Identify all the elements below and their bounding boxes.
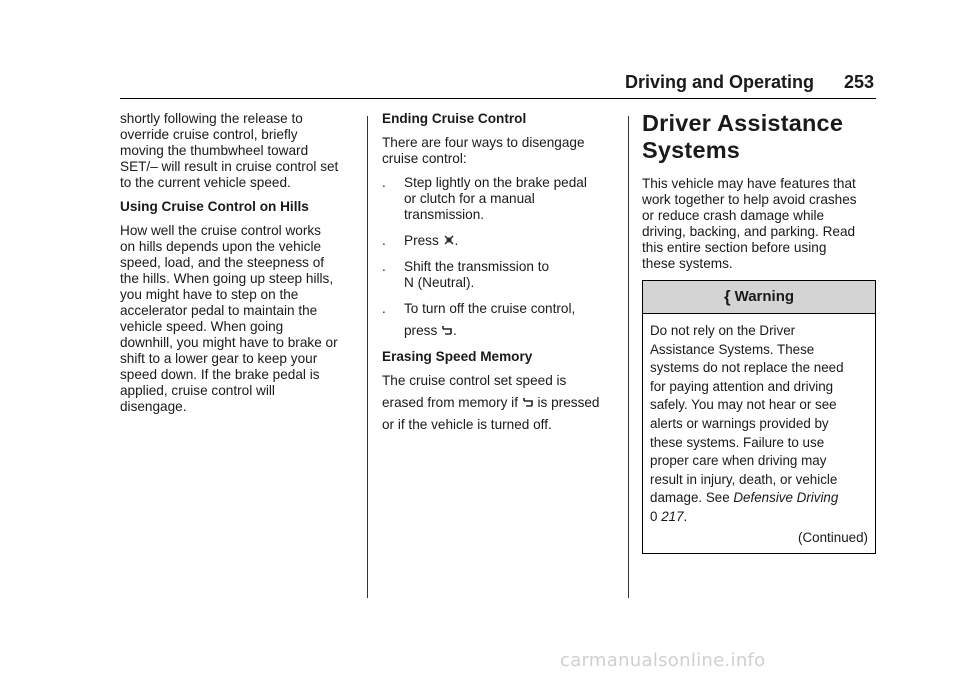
subheading: Using Cruise Control on Hills bbox=[120, 199, 309, 214]
cruise-on-off-icon bbox=[522, 395, 534, 409]
column-3 bbox=[642, 110, 876, 554]
column-1 bbox=[120, 111, 356, 423]
cruise-cancel-icon bbox=[443, 233, 455, 247]
continued-note: (Continued) bbox=[798, 529, 868, 545]
page-number: 253 bbox=[843, 72, 874, 92]
warning-header bbox=[643, 281, 875, 314]
cruise-on-off-icon bbox=[441, 323, 453, 337]
list-item: . Step lightly on the brake pedal or clutch for a manual transmission. bbox=[382, 175, 587, 222]
page-header bbox=[120, 72, 876, 96]
paragraph: shortly following the release to override cruise control, briefly moving the thumbwheel toward SET/– will result in cruise control set to the current vehicle speed. bbox=[120, 111, 339, 190]
warning-title: Warning bbox=[734, 288, 795, 305]
warning-body: Do not rely on the Driver Assistance Systems. These systems do not replace the need for paying attention and driving safely. You may not hear or see alerts or warnings provided by these systems. Failure to use proper care when driving may result in injury, death, or vehicle damage. See Defensive Driving 0 217. (Continued) bbox=[643, 314, 875, 553]
watermark: carmanualsonline.info bbox=[560, 650, 766, 671]
cross-reference-link[interactable]: Defensive Driving bbox=[733, 490, 839, 506]
paragraph: How well the cruise control works on hills depends upon the vehicle speed, load, and the steepness of the hills. When going up steep hills, you might have to step on the accelerator pedal to maintain the vehicle speed. When going downhill, you might have to brake or shift to a lower gear to keep your speed down. If the brake pedal is applied, cruise control will disengage. bbox=[120, 223, 338, 414]
subheading: Erasing Speed Memory bbox=[382, 349, 533, 364]
paragraph: The cruise control set speed is erased from memory if is pressed or if the vehicle is turned off. bbox=[382, 373, 600, 432]
list-item: . Press . bbox=[382, 233, 459, 248]
warning-icon: { bbox=[723, 287, 731, 306]
column-2 bbox=[382, 111, 616, 441]
page-reference[interactable]: 217 bbox=[661, 508, 684, 524]
page-ref-arrow-icon: 0 bbox=[650, 508, 658, 524]
paragraph: This vehicle may have features that work together to help avoid crashes or reduce crash damage while driving, backing, and parking. Read this entire section before using these systems. bbox=[642, 176, 857, 271]
list-item: . To turn off the cruise control, press . bbox=[382, 301, 576, 338]
column-divider bbox=[367, 116, 368, 598]
section-heading: Driver Assistance Systems bbox=[642, 110, 844, 163]
column-divider bbox=[628, 116, 629, 598]
warning-box bbox=[642, 280, 876, 554]
paragraph: There are four ways to disengage cruise control: bbox=[382, 135, 585, 166]
list-item: . Shift the transmission to N (Neutral). bbox=[382, 259, 550, 290]
subheading: Ending Cruise Control bbox=[382, 111, 527, 126]
section-title: Driving and Operating bbox=[624, 72, 814, 92]
header-divider bbox=[120, 98, 876, 99]
